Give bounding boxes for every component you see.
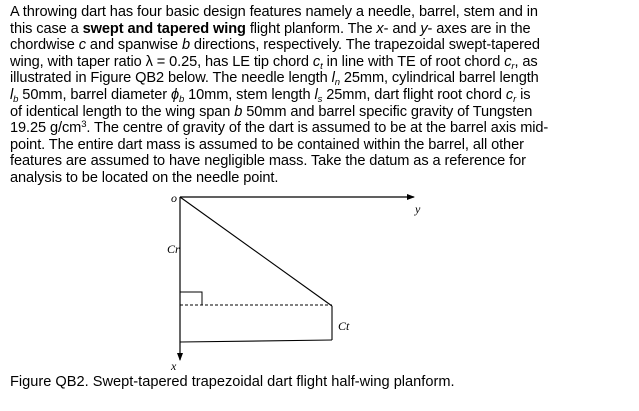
trailing-edge-line [180,340,332,342]
italic-symbol: c [504,53,512,70]
text-run: analysis to be located on the needle point. [10,169,279,186]
text-run: wing, with taper ratio λ = 0.25, has LE tip chord [10,53,313,70]
text-run: features are assumed to have negligible mass. Take the datum as a reference for [10,153,526,170]
text-run: flight planform. The [245,20,377,37]
right-angle-marker [180,292,202,305]
text-run: chordwise [10,37,79,54]
text-run: A throwing dart has four basic design features namely a needle, barrel, stem and in [10,4,538,20]
text-run: point. The entire dart mass is assumed to be contained within the barrel, all other [10,136,524,153]
text-run: - and [383,20,421,37]
text-run: directions, respectively. The trapezoidal swept-tapered [189,37,540,54]
superscript: 3 [81,119,87,131]
bold-term: swept and tapered wing [82,20,246,37]
subscript: n [334,77,340,89]
italic-symbol: l [314,86,318,103]
italic-symbol: l [331,70,335,87]
text-run: 50mm, barrel diameter [18,86,171,103]
text-run: and spanwise [85,37,182,54]
subscript: r [511,60,515,72]
italic-symbol: b [234,103,243,120]
italic-symbol: c [505,86,514,103]
text-run: illustrated in Figure QB2 below. The needle length [10,70,332,87]
subscript: s [317,93,323,105]
italic-symbol: x [376,20,384,37]
text-run: 25mm, cylindrical barrel length [339,70,539,87]
text-run: 25mm, dart flight root chord [322,86,506,103]
origin-label: o [171,191,177,205]
italic-symbol: b [181,37,190,54]
tip-chord-label: Ct [338,319,350,333]
figure-caption: Figure QB2. Swept-tapered trapezoidal dart flight half-wing planform. [10,374,455,390]
x-axis-label: x [171,359,177,373]
italic-symbol: c [78,37,86,54]
italic-symbol: ϕ [170,86,179,103]
italic-symbol: c [312,53,321,70]
root-chord-label: Cr [167,242,180,256]
y-axis-label: y [415,202,421,216]
text-run: 10mm, stem length [184,86,315,103]
text-run: is [516,86,531,103]
text-run: 50mm and barrel specific gravity of Tungsten [242,103,533,120]
text-run: this case a [10,20,83,37]
text-run: 19.25 g/cm [10,120,82,137]
italic-symbol: y [420,20,428,37]
subscript: b [178,93,185,105]
italic-symbol: l [10,86,14,103]
text-run: of identical length to the wing span [10,103,235,120]
subscript: b [13,93,19,105]
text-run: - axes are in the [427,20,531,37]
leading-edge-line [180,197,332,306]
subscript: t [320,60,323,72]
text-run: , as [514,53,538,70]
text-run: . The centre of gravity of the dart is assumed to be at the barrel axis mid- [86,120,549,137]
text-run: in line with TE of root chord [322,53,505,70]
subscript: r [513,93,517,105]
